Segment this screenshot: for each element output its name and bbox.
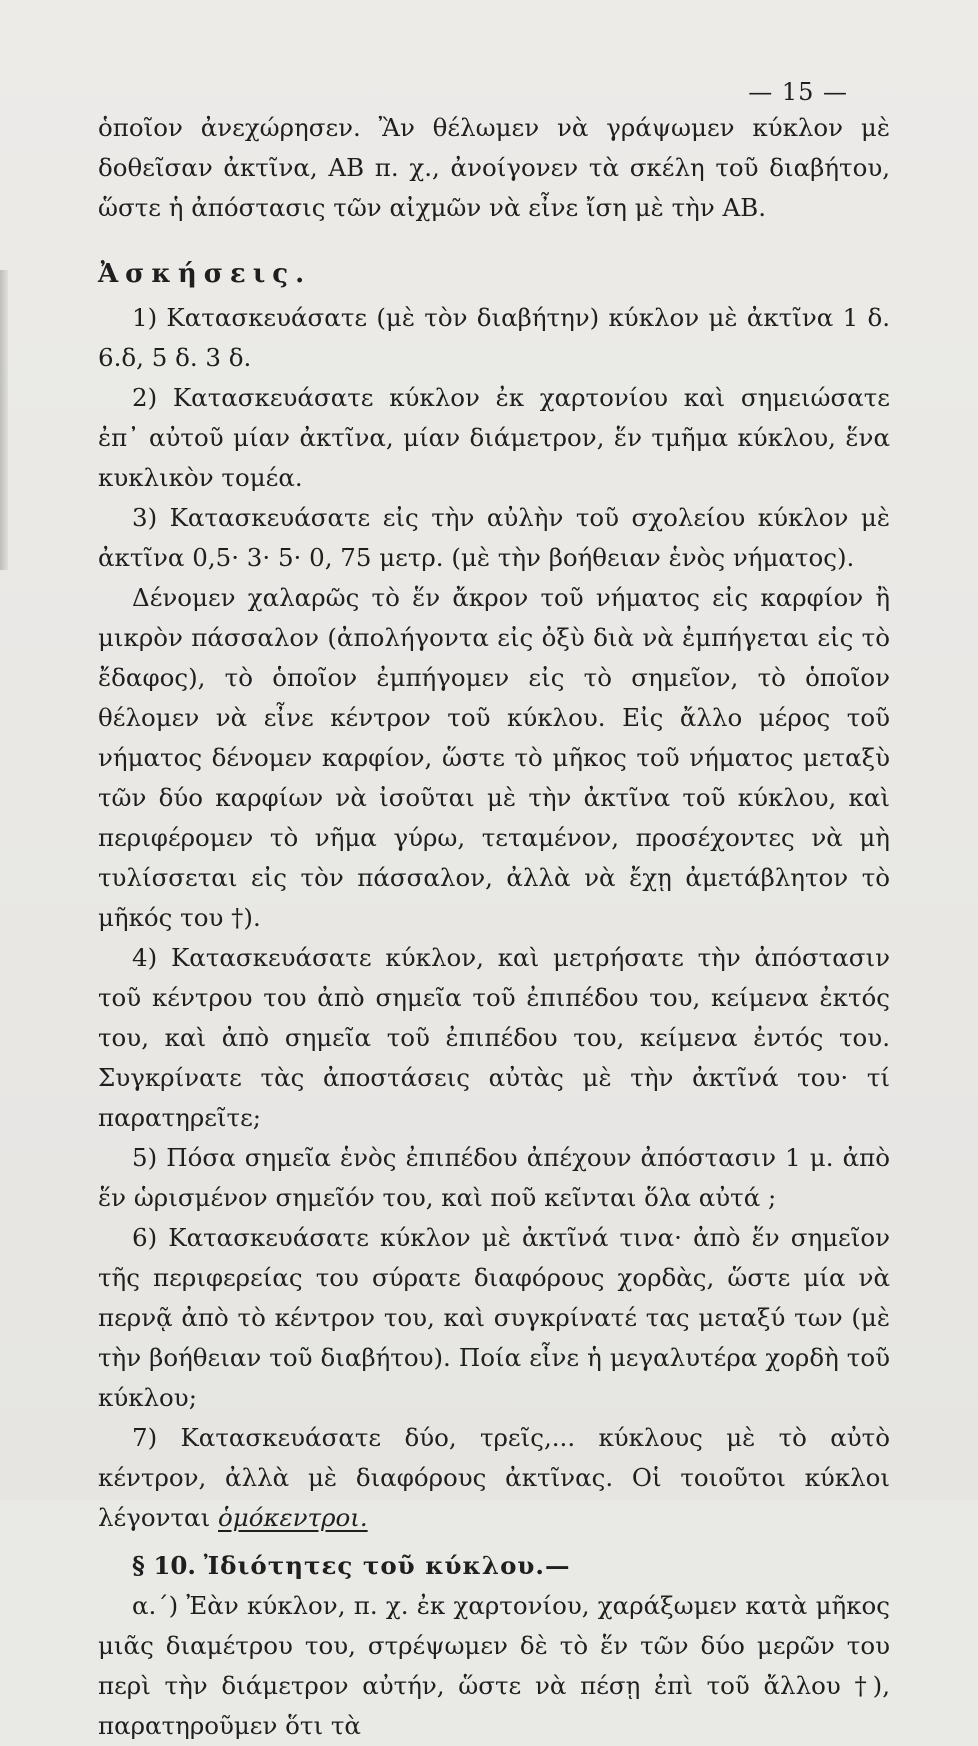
exercise-3: 3) Κατασκευάσατε εἰς τὴν αὐλὴν τοῦ σχολείου κύκλον μὲ ἀκτῖνα 0,5· 3· 5· 0, 75 μετρ. (μὲ τὴν βοήθειαν ἑνὸς νήματος). — [98, 503, 890, 572]
exercise-7 — [98, 1418, 890, 1538]
exercise-1: 1) Κατασκευάσατε (μὲ τὸν διαβήτην) κύκλον μὲ ἀκτῖνα 1 δ. 6.δ, 5 δ. 3 δ. — [98, 303, 890, 372]
binding-shadow — [0, 270, 8, 570]
exercise-6: 6) Κατασκευάσατε κύκλον μὲ ἀκτῖνά τινα· ἀπὸ ἕν σημεῖον τῆς περιφερείας του σύρατε διαφόρους χορδὰς, ὥστε μία νὰ περνᾷ ἀπὸ τὸ κέντρον του, καὶ συγκρίνατέ τας μεταξύ των (μὲ τὴν βοήθειαν τοῦ διαβήτου). Ποία εἶνε ἡ μεγαλυτέρα χορδὴ τοῦ κύκλου; — [98, 1223, 890, 1412]
exercise-3-note: Δένομεν χαλαρῶς τὸ ἕν ἄκρον τοῦ νήματος εἰς καρφίον ἢ μικρὸν πάσσαλον (ἀπολήγοντα εἰς ὀξὺ διὰ νὰ ἐμπήγεται εἰς τὸ ἔδαφος), τὸ ὁποῖον ἐμπήγομεν εἰς τὸ σημεῖον, τὸ ὁποῖον θέλομεν νὰ εἶνε κέντρον τοῦ κύκλου. Εἰς ἄλλο μέρος τοῦ νήματος δένομεν καρφίον, ὥστε τὸ μῆκος τοῦ νήματος μεταξὺ τῶν δύο καρφίων νὰ ἰσοῦται μὲ τὴν ἀκτῖνα τοῦ κύκλου, καὶ περιφέρομεν τὸ νῆμα γύρω, τεταμένον, προσέχοντες νὰ μὴ τυλίσσεται εἰς τὸν πάσσαλον, ἀλλὰ νὰ ἔχῃ ἀμετάβλητον τὸ μῆκός του †). — [98, 583, 890, 932]
exercises-heading: Ἀσκήσεις. — [98, 259, 312, 289]
section-10-heading — [98, 1546, 890, 1586]
section-10-paragraph-a: α.΄) Ἐὰν κύκλον, π. χ. ἐκ χαρτονίου, χαράξωμεν κατὰ μῆκος μιᾶς διαμέτρου του, στρέψωμεν δὲ τὸ ἕν τῶν δύο μερῶν του περὶ τὴν διάμετρον αὐτήν, ὥστε νὰ πέσῃ ἐπὶ τοῦ ἄλλου †), παρατηροῦμεν ὅτι τὰ — [98, 1591, 890, 1740]
page-number: — 15 — — [748, 78, 848, 106]
exercise-5: 5) Πόσα σημεῖα ἑνὸς ἐπιπέδου ἀπέχουν ἀπόστασιν 1 μ. ἀπὸ ἕν ὡρισμένον σημεῖόν του, καὶ ποῦ κεῖνται ὅλα αὐτά ; — [98, 1143, 890, 1212]
term-concentric: ὁμόκεντροι. — [218, 1503, 368, 1532]
page-body — [98, 108, 890, 1746]
exercise-7-text: 7) Κατασκευάσατε δύο, τρεῖς,... κύκλους μὲ τὸ αὐτὸ κέντρον, ἀλλὰ μὲ διαφόρους ἀκτῖνας. Οἱ τοιοῦτοι κύκλοι λέγονται — [98, 1423, 890, 1532]
exercise-2: 2) Κατασκευάσατε κύκλον ἐκ χαρτονίου καὶ σημειώσατε ἐπ᾽ αὐτοῦ μίαν ἀκτῖνα, μίαν διάμετρον, ἕν τμῆμα κύκλου, ἕνα κυκλικὸν τομέα. — [98, 383, 890, 492]
intro-paragraph: ὁποῖον ἀνεχώρησεν. Ἂν θέλωμεν νὰ γράψωμεν κύκλον μὲ δοθεῖσαν ἀκτῖνα, ΑΒ π. χ., ἀνοίγονεν τὰ σκέλη τοῦ διαβήτου, ὥστε ἡ ἀπόστασις τῶν αἰχμῶν νὰ εἶνε ἴση μὲ τὴν ΑΒ. — [98, 113, 890, 222]
section-number: § 10. — [132, 1551, 196, 1580]
section-title: Ἰδιότητες τοῦ κύκλου.— — [203, 1551, 571, 1580]
exercise-4: 4) Κατασκευάσατε κύκλον, καὶ μετρήσατε τὴν ἀπόστασιν τοῦ κέντρου του ἀπὸ σημεῖα τοῦ ἐπιπέδου του, κείμενα ἐκτός του, καὶ ἀπὸ σημεῖα τοῦ ἐπιπέδου του, κείμενα ἐντός του. Συγκρίνατε τὰς ἀποστάσεις αὐτὰς μὲ τὴν ἀκτῖνά του· τί παρατηρεῖτε; — [98, 943, 890, 1132]
